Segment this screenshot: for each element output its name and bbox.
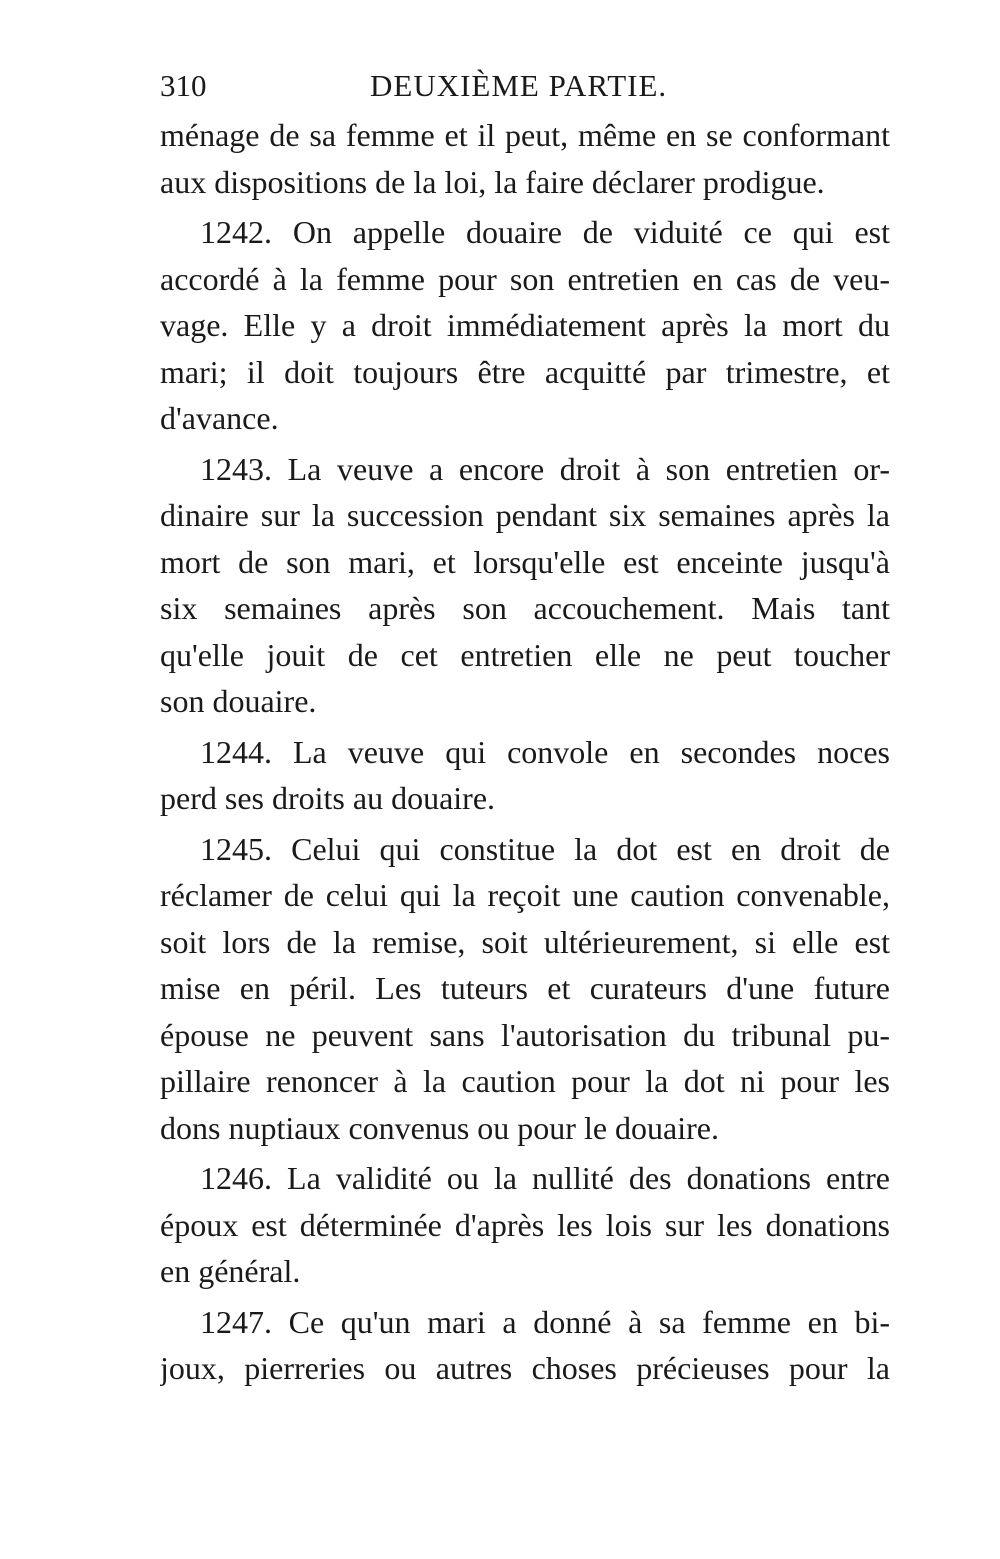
paragraph-first-line: 1247. Ce qu'un mari a donné à sa femme en bi- xyxy=(200,1303,890,1340)
text-line: perd ses droits au douaire. xyxy=(160,780,496,816)
text-line: réclamer de celui qui la reçoit une caution convenable, xyxy=(160,877,890,913)
text-line: en général. xyxy=(160,1253,301,1289)
text-line: époux est déterminée d'après les lois sur les donations xyxy=(160,1206,890,1243)
text-line: dinaire sur la succession pendant six semaines après la xyxy=(160,497,890,533)
paragraph-first-line: 1244. La veuve qui convole en secondes noces xyxy=(200,733,890,770)
text-line: son douaire. xyxy=(160,683,317,719)
text-line: épouse ne peuvent sans l'autorisation du tribunal pu- xyxy=(160,1016,890,1053)
text-line: vage. Elle y a droit immédiatement après la mort du xyxy=(160,307,890,343)
paragraph-first-line: 1243. La veuve a encore droit à son entretien or- xyxy=(200,450,890,487)
text-line: ménage de sa femme et il peut, même en se conformant xyxy=(160,117,890,153)
text-line: mari; il doit toujours être acquitté par trimestre, et xyxy=(160,353,890,390)
paragraph-first-line: 1246. La validité ou la nullité des donations entre xyxy=(200,1160,890,1196)
body-text xyxy=(160,112,890,1392)
text-line: six semaines après son accouchement. Mais tant xyxy=(160,590,890,626)
page-header xyxy=(160,62,890,110)
text-line: aux dispositions de la loi, la faire déclarer prodigue. xyxy=(160,163,825,200)
text-line: qu'elle jouit de cet entretien elle ne peut toucher xyxy=(160,636,890,673)
paragraph-first-line: 1245. Celui qui constitue la dot est en droit de xyxy=(200,830,890,867)
text-line: d'avance. xyxy=(160,400,279,436)
text-line: joux, pierreries ou autres choses précieuses pour la xyxy=(160,1350,890,1386)
text-line: mort de son mari, et lorsqu'elle est enceinte jusqu'à xyxy=(160,543,890,580)
text-line: pillaire renoncer à la caution pour la dot ni pour les xyxy=(160,1063,890,1099)
text-line: dons nuptiaux convenus ou pour le douaire. xyxy=(160,1109,719,1146)
text-line: mise en péril. Les tuteurs et curateurs d'une future xyxy=(160,970,890,1006)
page-number: 310 xyxy=(160,68,207,103)
paragraph-first-line: 1242. On appelle douaire de viduité ce qui est xyxy=(200,214,890,250)
text-line: soit lors de la remise, soit ultérieurement, si elle est xyxy=(160,923,890,960)
running-title: DEUXIÈME PARTIE. xyxy=(370,68,668,103)
text-line: accordé à la femme pour son entretien en cas de veu- xyxy=(160,260,890,297)
